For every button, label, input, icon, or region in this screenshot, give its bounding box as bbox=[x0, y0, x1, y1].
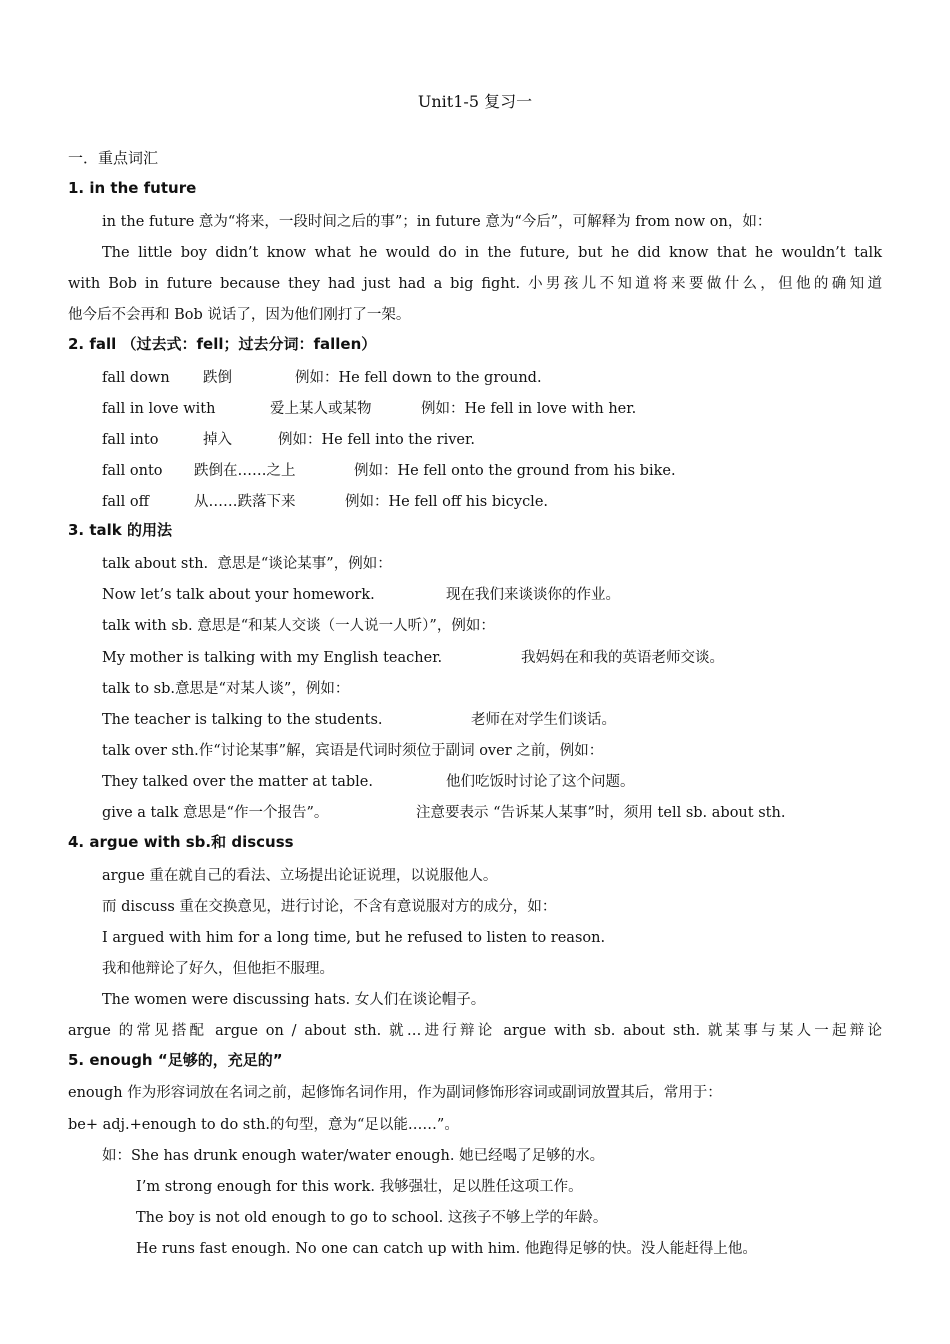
paragraph-line: be+ adj.+enough to do sth.的句型，意为“足以能……”。 bbox=[68, 1117, 459, 1133]
phrase: fall off bbox=[102, 494, 149, 510]
item-heading-enough: 5. enough “足够的，充足的” bbox=[68, 1051, 283, 1069]
item-heading-argue-discuss: 4. argue with sb.和 discuss bbox=[68, 833, 294, 851]
paragraph-line: 而 discuss 重在交换意见，进行讨论，不含有意说服对方的成分，如： bbox=[102, 899, 557, 915]
paragraph-line: with Bob in future because they had just had a big fight. 小男孩儿不知道将来要做什么，但他的确知道 bbox=[68, 276, 882, 292]
example: 例如：He fell into the river. bbox=[278, 432, 475, 448]
paragraph-line: The little boy didn’t know what he would do in the future, but he did know that he wouldn’t talk bbox=[102, 245, 882, 261]
example-chinese: 老师在对学生们谈话。 bbox=[471, 712, 616, 728]
example-line: 如：She has drunk enough water/water enough. 她已经喝了足够的水。 bbox=[102, 1148, 605, 1164]
collocation-line: argue 的常见搭配 argue on / about sth. 就…进行辩论 argue with sb. about sth. 就某事与某人一起辩论 bbox=[68, 1023, 882, 1039]
example-english: My mother is talking with my English teacher. bbox=[102, 650, 443, 666]
example-line: I’m strong enough for this work. 我够强壮，足以胜任这项工作。 bbox=[136, 1179, 583, 1195]
example-english: They talked over the matter at table. bbox=[102, 774, 373, 790]
section-heading: 一．重点词汇 bbox=[68, 149, 159, 167]
item-heading-in-the-future: 1. in the future bbox=[68, 179, 197, 197]
example: 例如：He fell down to the ground. bbox=[295, 370, 542, 386]
example-chinese: 我和他辩论了好久，但他拒不服理。 bbox=[102, 961, 334, 977]
paragraph-line: give a talk 意思是“作一个报告”。 bbox=[102, 805, 329, 821]
paragraph-line: in the future 意为“将来，一段时间之后的事”；in future 意为“今后”，可解释为 from now on，如： bbox=[102, 214, 772, 230]
meaning: 跌倒在……之上 bbox=[194, 463, 296, 479]
example: 例如：He fell off his bicycle. bbox=[345, 494, 549, 510]
paragraph-line: talk over sth.作“讨论某事”解，宾语是代词时须位于副词 over 之前，例如： bbox=[102, 743, 604, 759]
page-title: Unit1-5 复习一 bbox=[417, 92, 533, 111]
meaning: 跌倒 bbox=[203, 370, 232, 386]
phrase: fall onto bbox=[102, 463, 163, 479]
example-chinese: 他们吃饭时讨论了这个问题。 bbox=[446, 774, 635, 790]
phrase: fall into bbox=[102, 432, 159, 448]
example-line: He runs fast enough. No one can catch up with him. 他跑得足够的快。没人能赶得上他。 bbox=[136, 1241, 757, 1257]
example-line: The women were discussing hats. 女人们在谈论帽子。 bbox=[102, 992, 486, 1008]
paragraph-line: talk to sb.意思是“对某人谈”，例如： bbox=[102, 681, 350, 697]
example-chinese: 我妈妈在和我的英语老师交谈。 bbox=[521, 650, 724, 666]
paragraph-line: 他今后不会再和 Bob 说话了，因为他们刚打了一架。 bbox=[68, 307, 411, 323]
paragraph-line: enough 作为形容词放在名词之前，起修饰名词作用，作为副词修饰形容词或副词放置其后，常用于： bbox=[68, 1085, 722, 1101]
meaning: 掉入 bbox=[203, 432, 232, 448]
note-line: 注意要表示 “告诉某人某事”时，须用 tell sb. about sth. bbox=[416, 805, 786, 821]
example: 例如：He fell in love with her. bbox=[421, 401, 637, 417]
item-heading-talk: 3. talk 的用法 bbox=[68, 521, 172, 539]
example-chinese: 现在我们来谈谈你的作业。 bbox=[446, 587, 620, 603]
paragraph-line: argue 重在就自己的看法、立场提出论证说理，以说服他人。 bbox=[102, 868, 498, 884]
meaning: 从……跌落下来 bbox=[194, 494, 296, 510]
meaning: 爱上某人或某物 bbox=[270, 401, 372, 417]
phrase: fall down bbox=[102, 370, 170, 386]
example: 例如：He fell onto the ground from his bike. bbox=[354, 463, 676, 479]
example-english: I argued with him for a long time, but he refused to listen to reason. bbox=[102, 930, 606, 946]
item-heading-fall: 2. fall （过去式：fell；过去分词：fallen） bbox=[68, 335, 377, 353]
example-line: The boy is not old enough to go to school. 这孩子不够上学的年龄。 bbox=[136, 1210, 608, 1226]
phrase: fall in love with bbox=[102, 401, 216, 417]
paragraph-line: talk with sb. 意思是“和某人交谈（一人说一人听）”，例如： bbox=[102, 618, 495, 634]
example-english: The teacher is talking to the students. bbox=[102, 712, 383, 728]
paragraph-line: talk about sth. 意思是“谈论某事”，例如： bbox=[102, 556, 392, 572]
example-english: Now let’s talk about your homework. bbox=[102, 587, 375, 603]
